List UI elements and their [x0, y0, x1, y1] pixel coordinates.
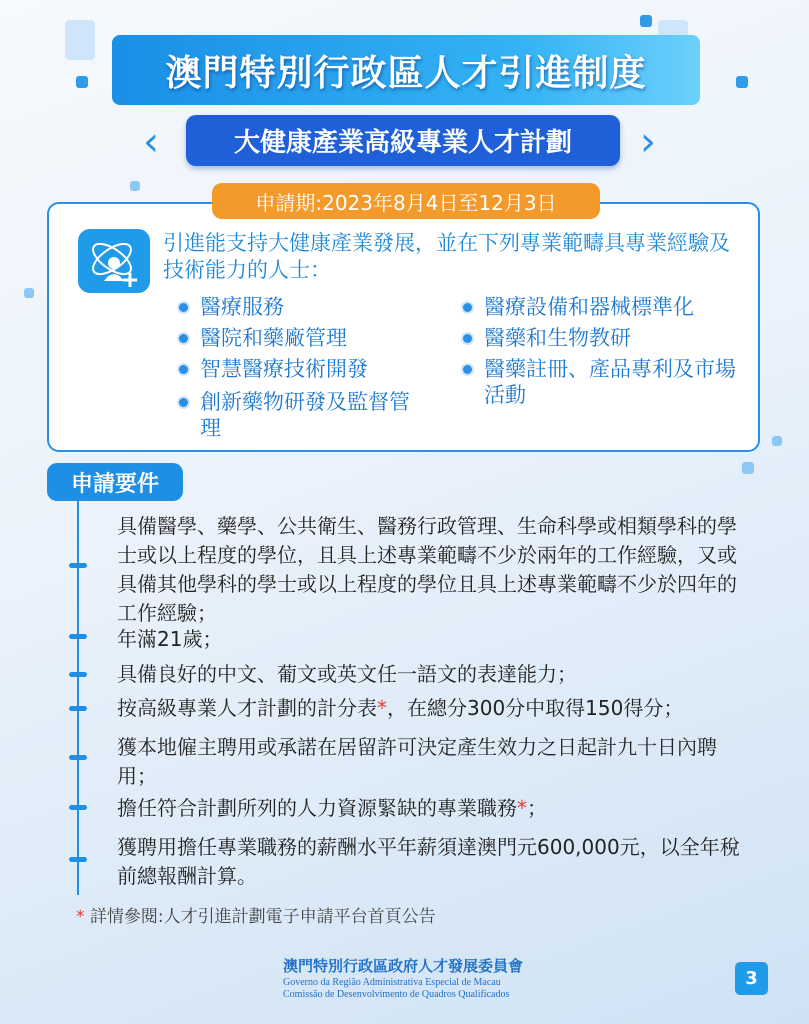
requirement-item: 獲聘用擔任專業職務的薪酬水平年薪須達澳門元600,000元，以全年稅前總報酬計算。 — [117, 835, 740, 888]
org-name: 澳門特別行政區政府人才發展委員會 — [283, 957, 524, 975]
requirement-text: 按高級專業人才計劃的計分表 — [117, 696, 377, 720]
program-subtitle: 大健康產業高級專業人才計劃 — [186, 115, 620, 166]
footnote-star: * — [517, 796, 527, 820]
field-item: 醫藥註冊、產品專利及市場活動 — [484, 356, 744, 408]
field-item: 醫藥和生物教研 — [484, 326, 631, 350]
requirement-text: ，在總分300分中取得150得分； — [387, 696, 684, 720]
requirement-item: 獲本地僱主聘用或承諾在居留許可決定產生效力之日起計九十日內聘用； — [117, 735, 717, 788]
timeline-marker — [69, 805, 87, 810]
application-period-badge: 申請期:2023年8月4日至12月3日 — [212, 183, 600, 219]
requirement-item — [117, 794, 747, 823]
footnote-star: * — [377, 696, 387, 720]
requirement-item: 年滿21歲； — [117, 627, 223, 651]
intro-text: 引進能支持大健康產業發展，並在下列專業範疇具專業經驗及技術能力的人士： — [163, 231, 730, 282]
requirement-text: ； — [527, 796, 547, 820]
timeline-marker — [69, 634, 87, 639]
timeline-marker — [69, 857, 87, 862]
medical-professional-icon — [78, 229, 150, 293]
footnote-star: * — [76, 907, 85, 927]
requirements-heading: 申請要件 — [47, 463, 183, 501]
field-item: 醫療設備和器械標準化 — [484, 295, 694, 319]
next-arrow-icon[interactable]: › — [640, 119, 656, 165]
timeline-marker — [69, 563, 87, 568]
field-item: 醫院和藥廠管理 — [200, 326, 347, 350]
requirement-text: 擔任符合計劃所列的人力資源緊缺的專業職務 — [117, 796, 517, 820]
footnote-text: 詳情參閱:人才引進計劃電子申請平台首頁公告 — [84, 907, 436, 927]
requirement-item: 具備醫學、藥學、公共衛生、醫務行政管理、生命科學或相類學科的學士或以上程度的學位，且具上述專業範疇不少於兩年的工作經驗，又或具備其他學科的學士或以上程度的學位且具上述專業範疇不少於四年的工作經驗； — [117, 514, 737, 625]
requirement-item: 具備良好的中文、葡文或英文任一語文的表達能力； — [117, 662, 577, 686]
page-title: 澳門特別行政區人才引進制度 — [112, 35, 700, 105]
timeline-line — [77, 500, 79, 895]
page-number: 3 — [735, 962, 768, 995]
requirement-item — [117, 694, 747, 723]
field-item: 醫療服務 — [200, 295, 284, 319]
timeline-marker — [69, 672, 87, 677]
field-item: 智慧醫療技術開發 — [200, 357, 368, 381]
field-item: 創新藥物研發及監督管理 — [200, 389, 420, 441]
footnote — [76, 902, 436, 927]
prev-arrow-icon[interactable]: ‹ — [143, 119, 159, 165]
org-name-pt-1: Governo da Região Administrativa Especial de Macau — [283, 977, 501, 988]
timeline-marker — [69, 706, 87, 711]
org-name-pt-2: Comissão de Desenvolvimento de Quadros Qualificados — [283, 989, 510, 1000]
timeline-marker — [69, 755, 87, 760]
